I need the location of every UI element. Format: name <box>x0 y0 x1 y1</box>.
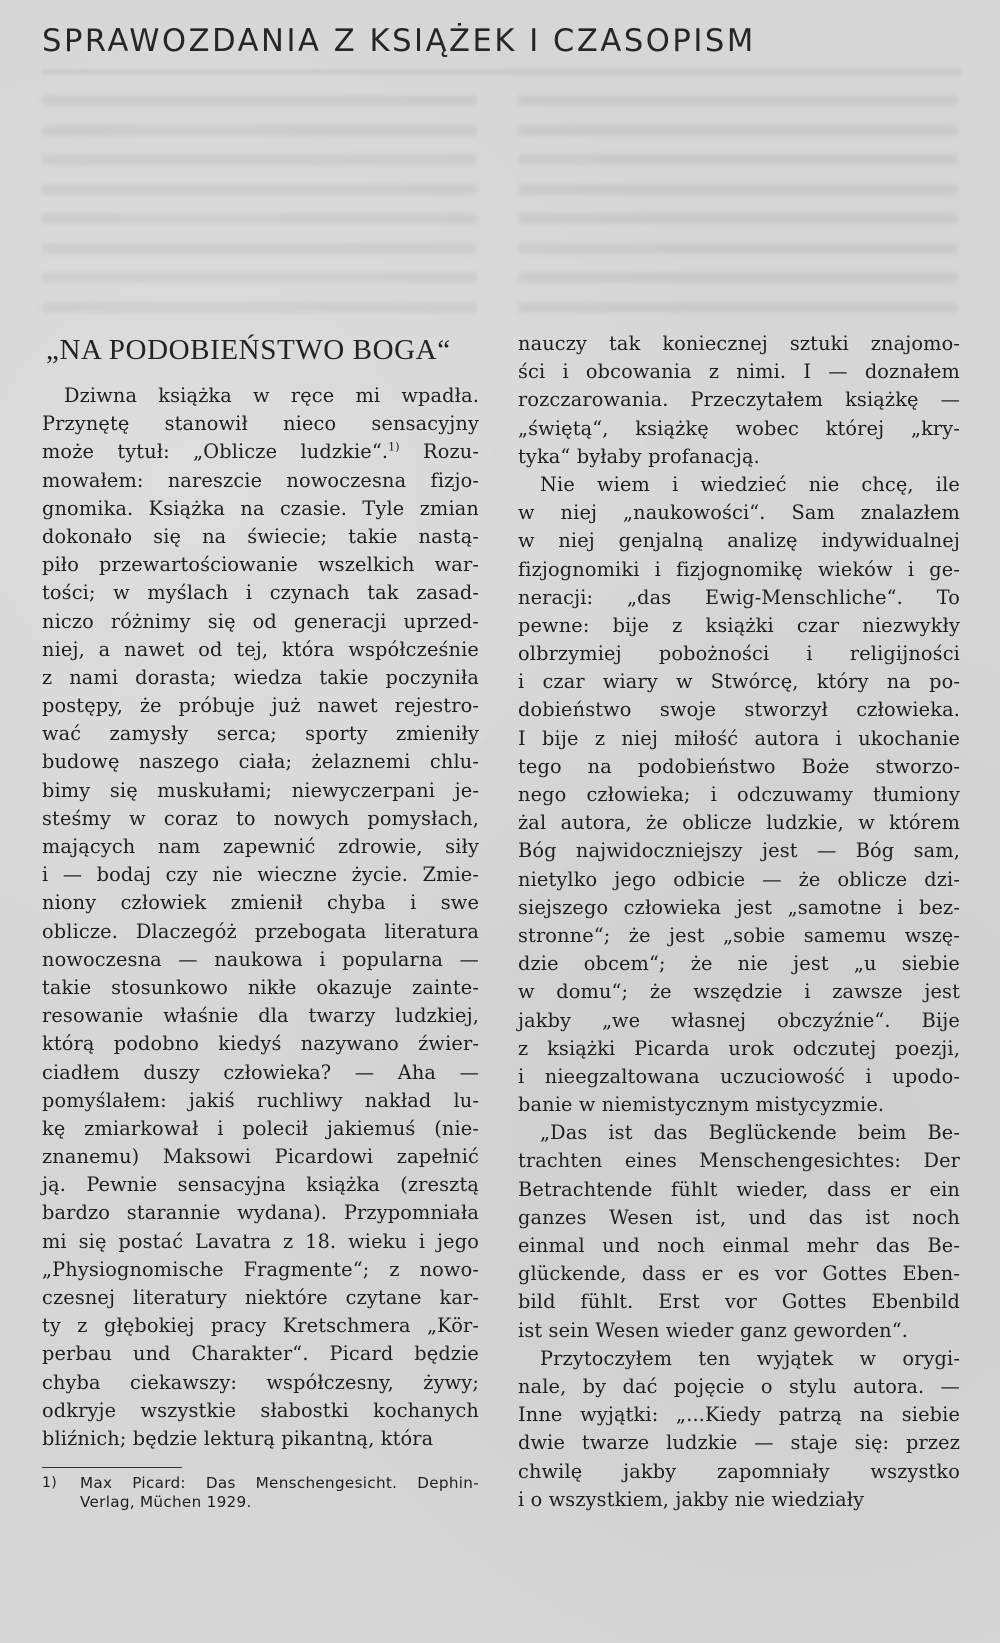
footnote-text <box>80 1474 479 1512</box>
footnote-line: Verlag, Müchen 1929. <box>80 1493 252 1512</box>
text-line: „świętą“, książkę wobec której „kry- <box>518 416 960 440</box>
text-line: dwie twarze ludzkie — staje się: przez <box>518 1431 960 1455</box>
text-line: fizjognomiki i fizjognomikę wieków i ge- <box>518 557 960 581</box>
text-line: ganzes Wesen ist, und das ist noch <box>518 1205 960 1229</box>
text-line: rozczarowania. Przeczytałem książkę — <box>518 388 960 412</box>
text-line: niczo różnimy się od generacji uprzed- <box>42 609 479 633</box>
text-line: którą podobno kiedyś nazywano źwier- <box>42 1032 479 1056</box>
text-line: resowanie właśnie dla twarzy ludzkiej, <box>42 1004 479 1028</box>
text-line: znanemu) Maksowi Picardowi zapełnić <box>42 1145 479 1169</box>
text-line: i — bodaj czy nie wieczne życie. Zmie- <box>42 863 479 887</box>
text-line: Betrachtende fühlt wieder, dass er ein <box>518 1177 960 1201</box>
paragraph <box>518 1345 960 1514</box>
right-column <box>518 330 960 1514</box>
footnote-line: Max Picard: Das Menschengesicht. Dephin- <box>80 1474 479 1493</box>
text-line: „Das ist das Beglückende beim Be- <box>540 1121 960 1145</box>
text-line: ciadłem duszy człowieka? — Aha — <box>42 1060 479 1084</box>
text-line: Przytoczyłem ten wyjątek w orygi- <box>540 1346 960 1370</box>
text-line: Dziwna książka w ręce mi wpadła. <box>64 384 479 407</box>
text-line: niony człowiek zmienił chyba i swe <box>42 891 479 915</box>
text-line: „Physiognomische Fragmente“; z nowo- <box>42 1257 479 1281</box>
text-line: chyba ciekawszy: współczesny, żywy; <box>42 1370 479 1394</box>
text-line: nietylko jego odbicie — że oblicze dzi- <box>518 867 960 891</box>
paragraph <box>42 382 479 1453</box>
text-line: glückende, dass er es vor Gottes Eben- <box>518 1262 960 1286</box>
text-line: w domu“; że wszędzie i zawsze jest <box>518 980 960 1004</box>
text-line: bardzo starannie wydana). Przypomniała <box>42 1201 479 1225</box>
footnote-mark: 1) <box>42 1475 57 1492</box>
text-line: postępy, że próbuje już nawet rejestro- <box>42 694 479 718</box>
text-line: żal autora, że oblicze ludzkie, w którem <box>518 811 960 835</box>
text-line: nowoczesna — naukowa i popularna — <box>42 947 479 971</box>
text-line: tyka“ byłaby profanacją. <box>518 444 760 468</box>
text-line: mowałem: nareszcie nowoczesna fizjo- <box>42 468 479 492</box>
text-line: czesnej literatury niektóre czytane kar- <box>42 1286 479 1309</box>
left-column <box>42 330 479 1512</box>
text-line: z książki Picarda urok odczutej poezji, <box>518 1036 960 1060</box>
text-line: budowę naszego ciała; żelaznemi chlu- <box>42 750 479 774</box>
paragraph <box>518 330 960 471</box>
text-line: Inne wyjątki: „...Kiedy patrzą na siebie <box>518 1403 960 1427</box>
text-line: niej, a nawet od tej, która współcześnie <box>42 637 479 661</box>
text-line: kę zmiarkował i polecił jakiemuś (nie- <box>42 1116 479 1140</box>
text-line: chwilę jakby zapomniały wszystko <box>518 1459 960 1483</box>
text-line: z nami dorasta; wiedza takie poczyniła <box>42 665 479 689</box>
text-line: einmal und noch einmal mehr das Be- <box>518 1234 960 1257</box>
text-line: banie w niemistycznym mistycyzmie. <box>518 1093 885 1117</box>
text-line: Przynętę stanowił nieco sensacyjny <box>42 412 479 436</box>
text-line: takie stosunkowo nikłe okazuje zainte- <box>42 975 479 999</box>
text-line: ty z głębokiej pracy Kretschmera „Kör- <box>42 1314 479 1338</box>
text-line: piło przewartościowanie wszelkich war- <box>42 553 479 577</box>
header-rule <box>42 70 962 76</box>
text-line: mających nam zapewnić zdrowie, siły <box>42 835 479 858</box>
text-line: jakby „we własnej obczyźnie“. Bije <box>518 1008 960 1032</box>
text-line: i czar wiary w Stwórcę, który na po- <box>518 670 960 694</box>
text-line: gnomika. Książka na czasie. Tyle zmian <box>42 496 479 520</box>
text-line: stronne“; że jest „sobie samemu wszę- <box>518 923 960 947</box>
text-line: nale, by dać pojęcie o stylu autora. — <box>518 1374 960 1398</box>
article-title: „NA PODOBIEŃSTWO BOGA“ <box>46 334 451 366</box>
text-line: steśmy w coraz to nowych pomysłach, <box>42 806 479 830</box>
page-header <box>42 18 962 64</box>
paragraph <box>518 1119 960 1345</box>
text-line: pewne: bije z książki czar niezwykły <box>518 613 960 637</box>
footnote-reference[interactable]: 1) <box>388 440 400 454</box>
text-line: siejszego człowieka jest „samotne i bez- <box>518 895 960 919</box>
text-line: tości; w myślach i czynach tak zasad- <box>42 581 479 605</box>
text-line: w niej genjalną analizę indywidualnej <box>518 529 960 553</box>
text-line: może tytuł: „Oblicze ludzkie“.$^{1)}$ Rozu- <box>42 440 479 464</box>
text-line: neracji: „das Ewig-Menschliche“. To <box>518 585 960 609</box>
text-line: wać zamysły serca; sporty zmieniły <box>42 722 479 746</box>
text-line: mi się postać Lavatra z 18. wieku i jego <box>42 1229 479 1253</box>
bleed-through-text-right <box>518 95 958 305</box>
text-line: I bije z niej miłość autora i ukochanie <box>518 726 960 750</box>
text-line: dokonało się na świecie; takie nastą- <box>42 524 479 548</box>
right-column-paragraphs <box>518 330 960 1514</box>
text-line: bliźnich; będzie lekturą pikantną, która <box>42 1426 434 1450</box>
text-line: perbau und Charakter“. Picard będzie <box>42 1342 479 1366</box>
text-line: dzie obcem“; że nie jest „u siebie <box>518 952 960 976</box>
text-line: ist sein Wesen wieder ganz geworden“. <box>518 1318 908 1342</box>
text-line: w niej „naukowości“. Sam znalazłem <box>518 501 960 525</box>
text-line: dobieństwo swoje stworzył człowieka. <box>518 698 960 722</box>
text-line: nauczy tak koniecznej sztuki znajomo- <box>518 332 960 355</box>
paragraph <box>518 471 960 1119</box>
text-line: ją. Pewnie sensacyjna książka (zresztą <box>42 1173 479 1197</box>
bleed-through-text-left <box>42 95 477 305</box>
text-line: oblicze. Dlaczegóż przebogata literatura <box>42 919 479 943</box>
text-line: tego na podobieństwo Boże stworzo- <box>518 754 960 778</box>
text-line: bild fühlt. Erst vor Gottes Ebenbild <box>518 1290 960 1314</box>
footnote-rule <box>42 1467 182 1468</box>
text-line: i nieegzaltowana uczuciowość i upodo- <box>518 1064 960 1088</box>
footnote <box>42 1474 479 1512</box>
text-line: Bóg najwidoczniejszy jest — Bóg sam, <box>518 839 960 863</box>
text-line: olbrzymiej pobożności i religijności <box>518 642 960 666</box>
running-head: SPRAWOZDANIA Z KSIĄŻEK I CZASOPISM <box>42 23 756 59</box>
text-line: nego człowieka; i odczuwamy tłumiony <box>518 783 960 806</box>
text-line: ści i obcowania z nimi. I — doznałem <box>518 360 960 384</box>
text-line: bimy się muskułami; niewyczerpani je- <box>42 778 479 802</box>
text-line: odkryje wszystkie słabostki kochanych <box>42 1398 479 1422</box>
left-column-paragraphs <box>42 382 479 1453</box>
text-line: Nie wiem i wiedzieć nie chcę, ile <box>540 472 960 496</box>
text-line: i o wszystkiem, jakby nie wiedziały <box>518 1487 865 1511</box>
text-line: pomyślałem: jakiś ruchliwy nakład lu- <box>42 1088 479 1112</box>
text-line: trachten eines Menschengesichtes: Der <box>518 1149 960 1173</box>
